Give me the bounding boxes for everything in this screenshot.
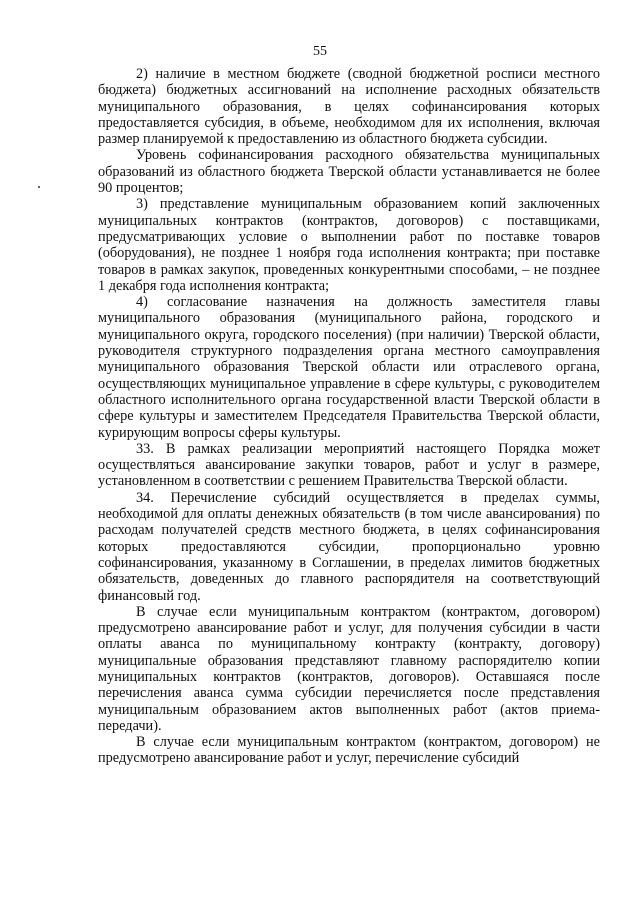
paragraph-advance-not-provided: В случае если муниципальным контрактом (контрактом, договором) не предусмотрено авансирование работ и услуг, перечисление субсидий [98,734,600,767]
paragraph-item-3-contracts: 3) представление муниципальным образованием копий заключенных муниципальных контрактов (контрактов, договоров) с поставщиками, предусматривающих условие о выполнении работ по поставке товаров (оборудования), не позднее 1 ноября года исполнения контракта; при поставке товаров в рамках закупок, проведенных конкурентными способами, – не позднее 1 декабря года исполнения контракта; [98,196,600,294]
paragraph-item-4-approval: 4) согласование назначения на должность заместителя главы муниципального образования (муниципального района, городского и муниципального округа, городского поселения) (при наличии) Тверской области, руководителя структурного подразделения органа местного самоуправления муниципального образования Тверской области или отраслевого органа, осуществляющих муниципальное управление в сфере культуры, с руководителем областного исполнительного органа государственной власти Тверской области в сфере культуры и заместителем Председателя Правительства Тверской области, курирующим вопросы сферы культуры. [98,294,600,441]
paragraph-item-2-budget: 2) наличие в местном бюджете (сводной бюджетной росписи местного бюджета) бюджетных ассигнований на исполнение расходных обязательств муниципального образования, в целях софинансирования которых предоставляется субсидия, в объеме, необходимом для их исполнения, включая размер планируемой к предоставлению из областного бюджета субсидии. [98,66,600,148]
paragraph-advance-provided: В случае если муниципальным контрактом (контрактом, договором) предусмотрено авансирование работ и услуг, для получения субсидии в части оплаты аванса по муниципальному контракту (контракту, договору) муниципальные образования представляют главному распорядителю копии муниципальных контрактов (контрактов, договоров). Оставшаяся после перечисления аванса сумма субсидии перечисляется после представления муниципальным образованием актов выполненных работ (актов приема-передачи). [98,603,600,734]
scan-speck [38,186,40,188]
paragraph-clause-33: 33. В рамках реализации мероприятий настоящего Порядка может осуществляться авансирование закупки товаров, работ и услуг в размере, установленном в соответствии с решением Правительства Тверской области. [98,440,600,490]
paragraph-clause-34: 34. Перечисление субсидий осуществляется в пределах суммы, необходимой для оплаты денежных обязательств (в том числе авансирования) по расходам получателей средств местного бюджета, в целях софинансирования которых предоставляются субсидии, пропорционально уровню софинансирования, указанному в Соглашении, в пределах лимитов бюджетных обязательств, доведенных до главного распорядителя на соответствующий финансовый год. [98,489,600,604]
paragraph-cofinancing-level: Уровень софинансирования расходного обязательства муниципальных образований из областного бюджета Тверской области устанавливается не более 90 процентов; [98,147,600,197]
document-body [98,66,600,767]
page-number: 55 [313,44,327,59]
